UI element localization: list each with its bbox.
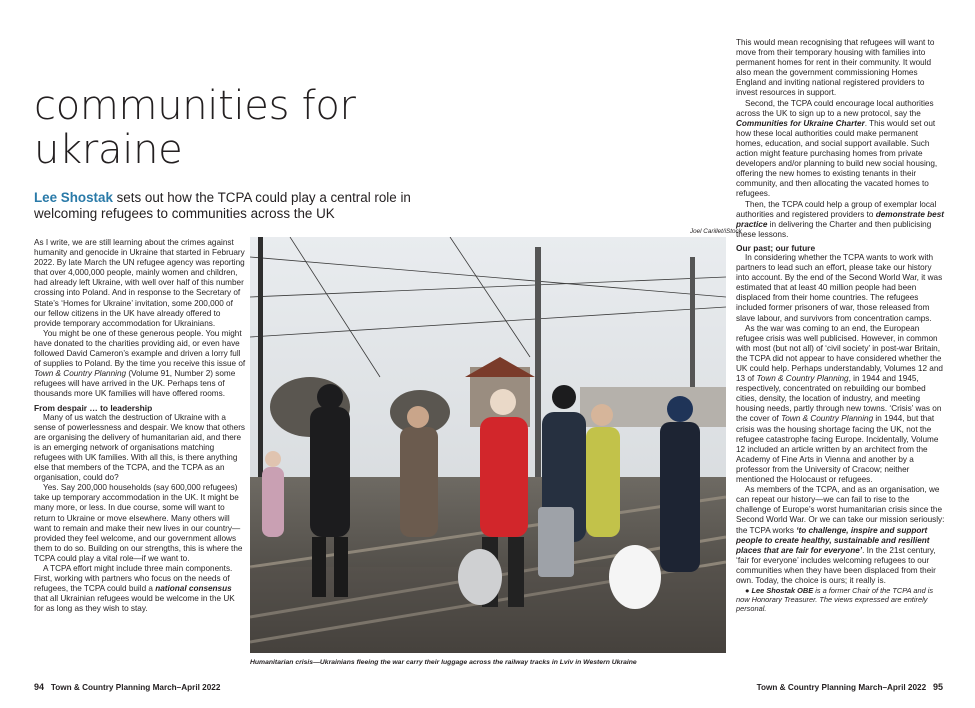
paragraph: As members of the TCPA, and as an organisation, we can repeat our history—we can fail to rise to the challenge of Europe’s worst humanitarian crisis since the Second World War. Or we can take our mission seriously: the TCPA works ‘to challenge, inspire and support people to create healthy, sustainable and resilient places that are fair for everyone’. In the 21st century, ‘fair for everyone’ includes welcoming refugees to our communities when they have been displaced from their own. Today, the choice is ours; it really is. [736, 485, 945, 585]
author-bio: ● Lee Shostak OBE is a former Chair of the TCPA and is now Honorary Treasurer. The views expressed are entirely personal. [736, 586, 934, 614]
paragraph: This would mean recognising that refugees will want to move from their temporary housing with families into permanent homes for rent in their community. It would also mean the government commissioning Homes England and inviting national registered providers to invest resources in support. [736, 38, 935, 98]
paragraph: You might be one of these generous people. You might have donated to the charities providing aid, or even have followed David Cameron’s example and driven a lorry full of supplies to Poland. By the time you receive this issue of Town & Country Planning (Volume 91, Number 2) some refugees will have arrived in the UK. Perhaps tens of thousands more UK families will have offered rooms. [34, 328, 246, 399]
page-number: 94 [34, 682, 45, 692]
paragraph: Yes. Say 200,000 households (say 600,000 refugees) take up temporary accommodation in the UK. It might be many more, or less. In due course, some will want to return to Ukraine or move elsewhere. Many others will want to remain and make their new lives in our country—provided they feel welcome, and our government allows them to do so. Building on our strengths, this is where the TCPA could play a vital role—if we want to. [34, 483, 243, 563]
paragraph: In considering whether the TCPA wants to work with partners to lead such an effort, please take our history into account. By the end of the Second World War, it was estimated that at least 40 million people had been displaced from their home countries. The refugees included former prisoners of war, those released from slave labour, and survivors from concentration camps. [736, 252, 943, 323]
paragraph: Many of us watch the destruction of Ukraine with a sense of powerlessness and despair. We know that others are organising the delivery of humanitarian aid, and there is an emerging network of organisations matching refugees with UK families. With all this, is there anything else that members of the TCPA, and the TCPA as an organisation, could do? [34, 412, 246, 483]
paragraph: Then, the TCPA could help a group of exemplar local authorities and registered providers to demonstrate best practice in delivering the Charter and then publicising these lessons. [736, 199, 944, 239]
paragraph: Second, the TCPA could encourage local authorities across the UK to sign up to a new protocol, say the Communities for Ukraine Charter. This would set out how these local authorities could make permanent homes, education, and social support available. Such action might feature purchasing homes from private developers and/or planning to build new social housing, offering the new homes to existing tenants in their community, and then allocating the vacated homes to refugees. [736, 98, 938, 199]
photo-credit: Joel Carillet/iStock [690, 228, 742, 235]
publication-info: Town & Country Planning March–April 2022 [756, 683, 927, 692]
footer-right [757, 682, 943, 692]
column-left [34, 238, 246, 614]
footer-left [34, 682, 220, 692]
paragraph: As I write, we are still learning about the crimes against humanity and genocide in Ukraine that started in February 2022. By late March the UN refugee agency was reporting that over 4,000,000 people, mainly women and children, had already left Ukraine, with well over half of this number crossing into Poland. And in response to the Secretary of State’s ‘Homes for Ukraine’ invitation, some 200,000 of our fellow citizens in the UK have already offered to provide temporary accommodation for Ukrainians. [34, 238, 245, 328]
column-right [736, 38, 946, 614]
photo [250, 237, 726, 653]
standfirst-text: sets out how the TCPA could play a central role in welcoming refugees to communities across the UK [34, 190, 411, 221]
photo-caption: Humanitarian crisis—Ukrainians fleeing the war carry their luggage across the railway tracks in Lviv in Western Ukraine [250, 659, 637, 666]
paragraph: A TCPA effort might include three main components. First, working with partners who focus on the needs of refugees, the TCPA could build a national consensus that all Ukrainian refugees would be welcome in the UK for as long as they wish to stay. [34, 564, 235, 614]
standfirst [34, 190, 434, 222]
page-number: 95 [932, 682, 943, 692]
publication-info: Town & Country Planning March–April 2022 [50, 683, 221, 692]
paragraph: As the war was coming to an end, the European refugee crisis was well publicised. However, in common with most (but not all) of ‘civil society’ in post-war Britain, the TCPA did not appear to have considered whether the UK could help. Perhaps understandably, Volumes 12 and 13 of Town & Country Planning, in 1944 and 1945, respectively, concentrated on rebuilding our bombed cities, density, the location of industry, and meeting housing needs, partly through new towns. ‘Crisis’ was on the cover of Town & Country Planning in 1944, but that crisis was the housing shortage facing the UK, not the refugee catastrophe facing Europe. Incidentally, Volume 12 included an article written by an architect from the Academy of Fine Arts in Vienna and another by a professor from the University of Cracow; neither mentioned the Holocaust or refugees. [736, 323, 943, 485]
bio-bullet: ● [745, 586, 752, 596]
article-title: communities for ukraine [34, 83, 356, 173]
section-heading: From despair … to leadership [34, 402, 153, 413]
refugees-photo-image [250, 237, 726, 653]
section-heading: Our past; our future [736, 242, 816, 253]
author-name: Lee Shostak [34, 190, 113, 205]
